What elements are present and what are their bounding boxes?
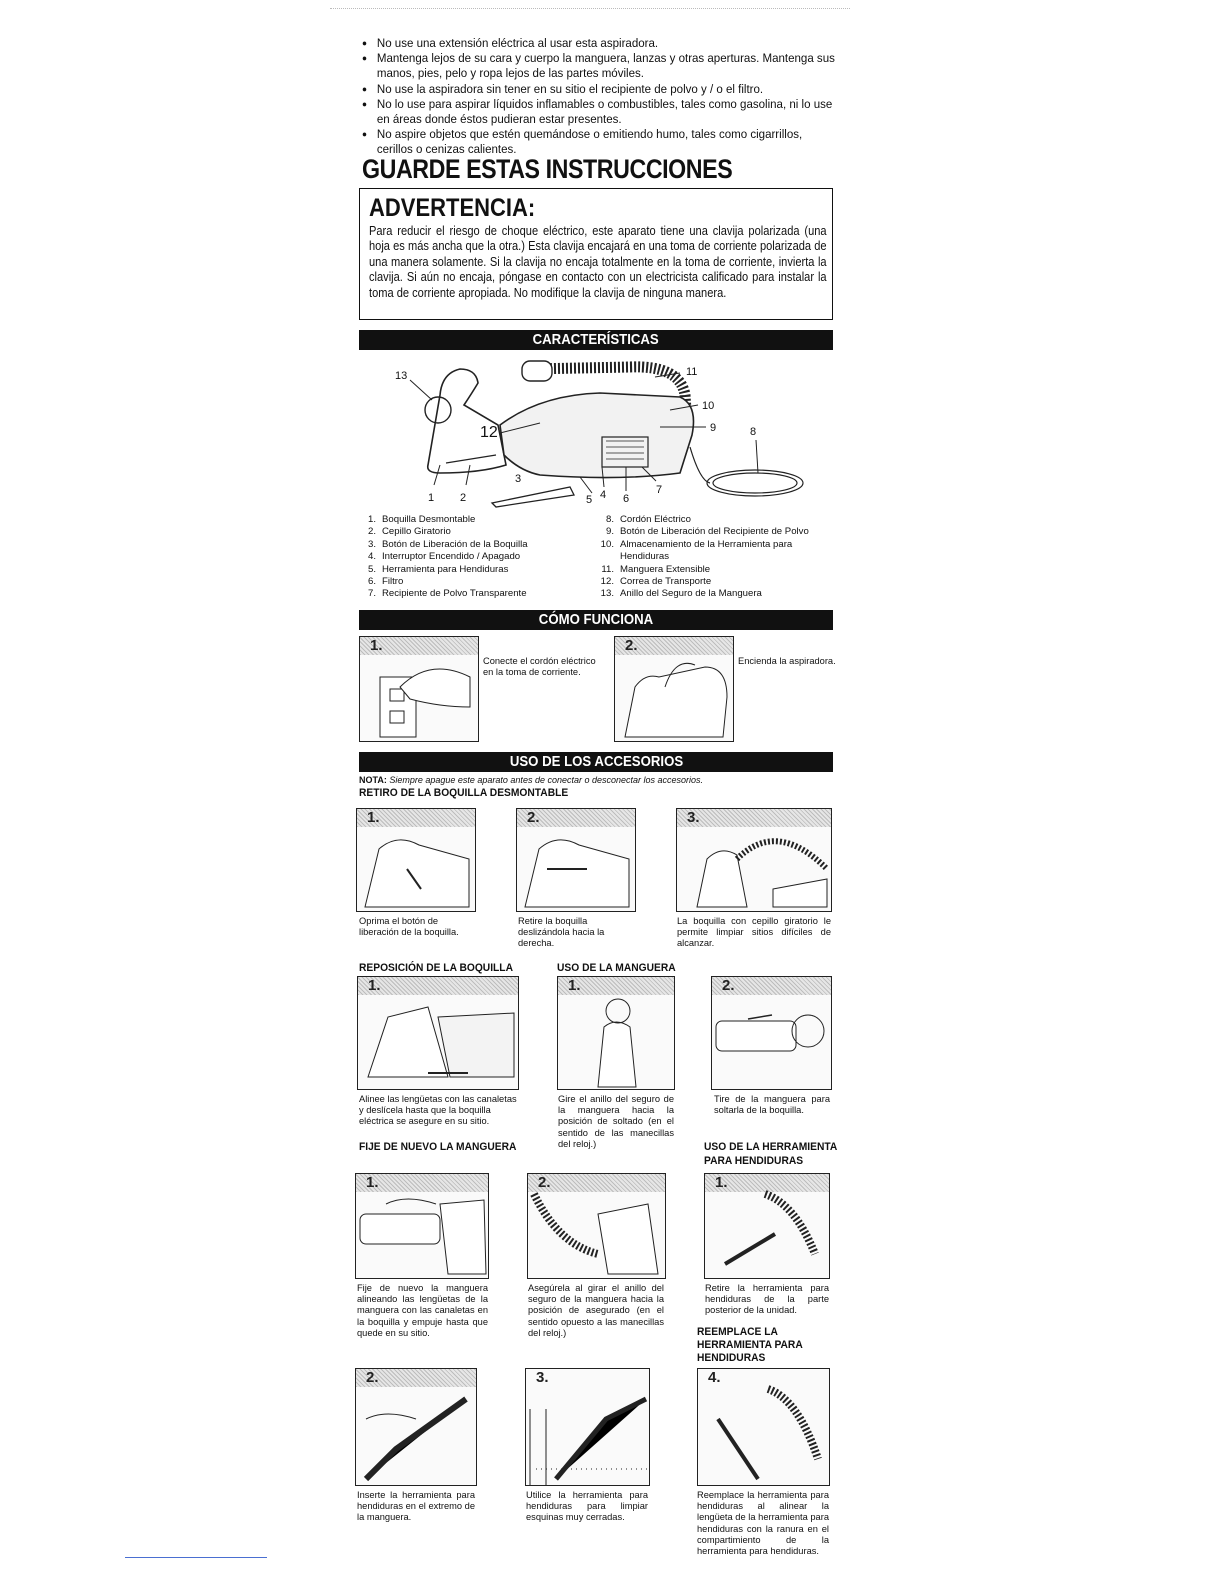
part-label: Filtro	[382, 576, 404, 588]
part-number: 2.	[367, 526, 376, 538]
part-label: Botón de Liberación de la Boquilla	[382, 538, 528, 550]
part-number: 10.	[600, 538, 614, 550]
hose-use-title: USO DE LA MANGUERA	[557, 962, 676, 974]
crevice-step-2-text: Inserte la herramienta para hendiduras en el extremo de la manguera.	[357, 1490, 475, 1523]
callout-9: 9	[710, 422, 717, 434]
part-label: Herramienta para Hendiduras	[382, 563, 509, 575]
callout-1: 1	[428, 492, 435, 504]
replace-tool-step-4-number: 4.	[708, 1369, 721, 1386]
removal-step-1-image	[356, 808, 476, 912]
part-number: 6.	[367, 576, 376, 588]
crevice-step-1-number: 1.	[715, 1174, 728, 1191]
reattach-step-1-image	[355, 1173, 489, 1279]
corner-cleaning-illustration	[526, 1369, 650, 1486]
part-item	[600, 539, 830, 564]
callout-5: 5	[586, 494, 593, 506]
removal-title: RETIRO DE LA BOQUILLA DESMONTABLE	[359, 787, 569, 799]
how-it-works-section-bar	[359, 610, 833, 630]
remove-tool-illustration	[705, 1174, 830, 1279]
how-step-2-image	[614, 636, 734, 742]
press-button-illustration	[357, 809, 476, 912]
removal-step-2-number: 2.	[527, 809, 540, 826]
hose-use-step-2-image	[711, 976, 832, 1090]
note-text: Siempre apague este aparato antes de conectar o desconectar los accesorios.	[389, 775, 704, 785]
crevice-tool-shape	[492, 487, 574, 507]
bottom-link-rule	[125, 1557, 267, 1558]
callout-8: 8	[750, 426, 757, 438]
replace-nozzle-step-1-image	[357, 976, 519, 1090]
reattach-step-2-text: Asegúrela al girar el anillo del seguro de la manguera hacia la posición de asegurado (en el sentido opuesto a las manecillas del reloj.)	[528, 1283, 664, 1338]
page-top-rule	[330, 8, 850, 10]
crevice-step-1-text: Retire la herramienta para hendiduras de la parte posterior de la unidad.	[705, 1283, 829, 1316]
vacuum-body	[500, 393, 694, 478]
callout-7: 7	[656, 484, 663, 496]
cord-coil-inner	[713, 473, 797, 493]
part-item	[362, 588, 592, 600]
part-label: Botón de Liberación del Recipiente de Polvo	[620, 526, 809, 538]
part-item	[600, 526, 830, 538]
reattach-hose-illustration	[356, 1174, 489, 1279]
part-number: 12.	[600, 576, 614, 588]
part-item	[600, 588, 830, 600]
save-instructions-heading: GUARDE ESTAS INSTRUCCIONES	[362, 154, 733, 184]
accessories-section-bar	[359, 752, 833, 772]
part-item	[600, 564, 830, 576]
replace-tool-step-4-text: Reemplace la herramienta para hendiduras al alinear la lengüeta de la herramienta para hendiduras con la ranura en el compartimiento de la herramienta para hendiduras.	[697, 1490, 829, 1557]
removal-step-3-image	[676, 808, 832, 912]
accessories-heading: USO DE LOS ACCESORIOS	[509, 753, 683, 770]
part-label: Anillo del Seguro de la Manguera	[620, 588, 762, 600]
removal-step-3-number: 3.	[687, 809, 700, 826]
replace-nozzle-step-1-text: Alinee las lengüetas con las canaletas y deslícela hasta que la boquilla eléctrica se asegure en su sitio.	[359, 1094, 517, 1127]
replace-nozzle-title: REPOSICIÓN DE LA BOQUILLA	[359, 962, 513, 974]
cord-coil	[707, 470, 803, 496]
nozzle-outline	[428, 369, 506, 473]
crevice-step-1-image	[704, 1173, 830, 1279]
part-number: 13.	[600, 588, 614, 600]
warning-title: ADVERTENCIA:	[369, 194, 536, 222]
brush-line	[446, 455, 496, 463]
part-item	[362, 576, 592, 588]
callout-3: 3	[515, 473, 522, 485]
replace-tool-title-line1: REEMPLACE LA	[697, 1326, 778, 1338]
part-label: Interruptor Encendido / Apagado	[382, 551, 521, 563]
part-label: Almacenamiento de la Herramienta para Hendiduras	[620, 538, 793, 563]
hose-use-step-2-number: 2.	[722, 977, 735, 994]
reattach-hose-title: FIJE DE NUEVO LA MANGUERA	[359, 1141, 517, 1153]
crevice-step-3-text: Utilice la herramienta para hendiduras para limpiar esquinas muy cerradas.	[526, 1490, 648, 1523]
hose-use-step-1-text: Gire el anillo del seguro de la manguera hacia la posición de soltado (en el sentido de las manecillas del reloj.)	[558, 1094, 674, 1149]
leader-1	[434, 465, 440, 485]
turn-ring-illustration	[558, 977, 675, 1090]
part-item	[362, 539, 592, 551]
parts-list-right	[600, 514, 830, 601]
leader-2	[466, 465, 470, 485]
reattach-step-1-text: Fije de nuevo la manguera alineando las lengüetas de la manguera con las canaletas en la boquilla y empuje hasta que quede en su sitio.	[357, 1283, 488, 1338]
part-number: 7.	[367, 588, 376, 600]
cord-lead	[690, 447, 710, 483]
how-step-1-image	[359, 636, 479, 742]
vacuum-diagram	[380, 355, 820, 515]
removal-step-1-number: 1.	[367, 809, 380, 826]
hose-use-step-2-text: Tire de la manguera para soltarla de la boquilla.	[714, 1094, 830, 1116]
callout-11: 11	[686, 366, 698, 378]
part-item	[600, 576, 830, 588]
outlet-illustration	[360, 637, 479, 742]
insert-tool-illustration	[356, 1369, 477, 1486]
hose-use-step-1-number: 1.	[568, 977, 581, 994]
replace-tool-step-4-image	[697, 1368, 830, 1486]
part-item	[362, 526, 592, 538]
safety-bullet-list	[362, 36, 840, 158]
callout-12: 12	[480, 424, 498, 441]
leader-13	[410, 380, 432, 400]
part-number: 11.	[601, 563, 614, 575]
part-number: 3.	[367, 538, 376, 550]
crevice-step-2-image	[355, 1368, 477, 1486]
crevice-tool-title-line2: PARA HENDIDURAS	[704, 1155, 804, 1167]
replace-nozzle-step-1-number: 1.	[368, 977, 381, 994]
part-number: 8.	[605, 514, 614, 525]
part-label: Cepillo Giratorio	[382, 526, 451, 538]
callout-6: 6	[623, 493, 630, 505]
safety-bullet: ● Mantenga lejos de su cara y cuerpo la manguera, lanzas y otras aperturas. Mantenga sus manos, pies, pelo y ropa lejos de las partes móviles.	[362, 51, 840, 81]
part-number: 4.	[367, 551, 376, 563]
slide-nozzle-illustration	[517, 809, 636, 912]
part-number: 1.	[367, 514, 376, 525]
how-step-2-number: 2.	[625, 637, 638, 654]
nozzle-use-illustration	[677, 809, 832, 912]
part-number: 5.	[367, 563, 376, 575]
leader-5	[580, 477, 592, 493]
switch-on-illustration	[615, 637, 734, 742]
lock-ring-illustration	[528, 1174, 666, 1279]
removal-step-2-text: Retire la boquilla deslizándola hacia la derecha.	[518, 916, 605, 949]
hose-end-shape	[522, 361, 552, 381]
features-section-bar	[359, 330, 833, 350]
how-step-1-text: Conecte el cordón eléctrico en la toma de corriente.	[483, 656, 596, 678]
how-step-1-number: 1.	[370, 637, 383, 654]
safety-bullet: ● No use la aspiradora sin tener en su sitio el recipiente de polvo y / o el filtro.	[362, 82, 840, 97]
warning-body: Para reducir el riesgo de choque eléctrico, este aparato tiene una clavija polarizada (una hoja es más ancha que la otra.) Esta clavija encajará en una toma de corriente polarizada de una manera solamente. Si la clavija no encaja totalmente en la toma de corriente, invierta la clavija. Si aún no encaja, póngase en contacto con un electricista calificado para instalar la toma de corriente apropiada. No modifique la clavija de ninguna manera.	[369, 224, 827, 300]
reattach-step-2-number: 2.	[538, 1174, 551, 1191]
callout-13: 13	[395, 370, 408, 382]
removal-step-3-text: La boquilla con cepillo giratorio le permite limpiar sitios difíciles de alcanzar.	[677, 916, 831, 949]
note-label: NOTA:	[359, 775, 387, 785]
how-it-works-heading: CÓMO FUNCIONA	[538, 611, 654, 628]
part-item	[362, 514, 592, 526]
crevice-step-3-number: 3.	[536, 1369, 549, 1386]
parts-list-left	[362, 514, 592, 601]
part-label: Recipiente de Polvo Transparente	[382, 588, 527, 600]
leader-8	[756, 440, 758, 473]
reattach-step-1-number: 1.	[366, 1174, 379, 1191]
reattach-step-2-image	[527, 1173, 666, 1279]
align-tabs-illustration	[358, 977, 519, 1090]
safety-bullet: ● No use una extensión eléctrica al usar esta aspiradora.	[362, 36, 840, 51]
part-item	[600, 514, 830, 526]
replace-tool-title-line3: HENDIDURAS	[697, 1352, 766, 1364]
removal-step-1-text: Oprima el botón de liberación de la boquilla.	[359, 916, 459, 938]
callout-10: 10	[702, 400, 715, 412]
part-number: 9.	[605, 526, 614, 538]
part-label: Boquilla Desmontable	[382, 514, 476, 525]
safety-bullet: ● No lo use para aspirar líquidos inflamables o combustibles, tales como gasolina, ni lo use en áreas donde éstos pudieran estar presentes.	[362, 97, 840, 127]
replace-tool-title-line2: HERRAMIENTA PARA	[697, 1339, 803, 1351]
part-label: Correa de Transporte	[620, 576, 712, 588]
removal-step-2-image	[516, 808, 636, 912]
how-step-2-text: Encienda la aspiradora.	[738, 656, 836, 666]
callout-2: 2	[460, 492, 467, 504]
safety-bullet: ● No aspire objetos que estén quemándose o emitiendo humo, tales como cigarrillos, cerillos o cenizas calientes.	[362, 127, 840, 157]
crevice-step-2-number: 2.	[366, 1369, 379, 1386]
crevice-step-3-image	[525, 1368, 650, 1486]
hose-use-step-1-image	[557, 976, 675, 1090]
crevice-tool-title-line1: USO DE LA HERRAMIENTA	[704, 1141, 838, 1153]
part-label: Cordón Eléctrico	[620, 514, 691, 525]
features-heading: CARACTERÍSTICAS	[532, 331, 660, 348]
accessories-note	[359, 775, 703, 785]
callout-4: 4	[600, 489, 607, 501]
part-item	[362, 551, 592, 563]
pull-hose-illustration	[712, 977, 832, 1090]
part-item	[362, 564, 592, 576]
part-label: Manguera Extensible	[620, 563, 711, 575]
store-tool-illustration	[698, 1369, 830, 1486]
